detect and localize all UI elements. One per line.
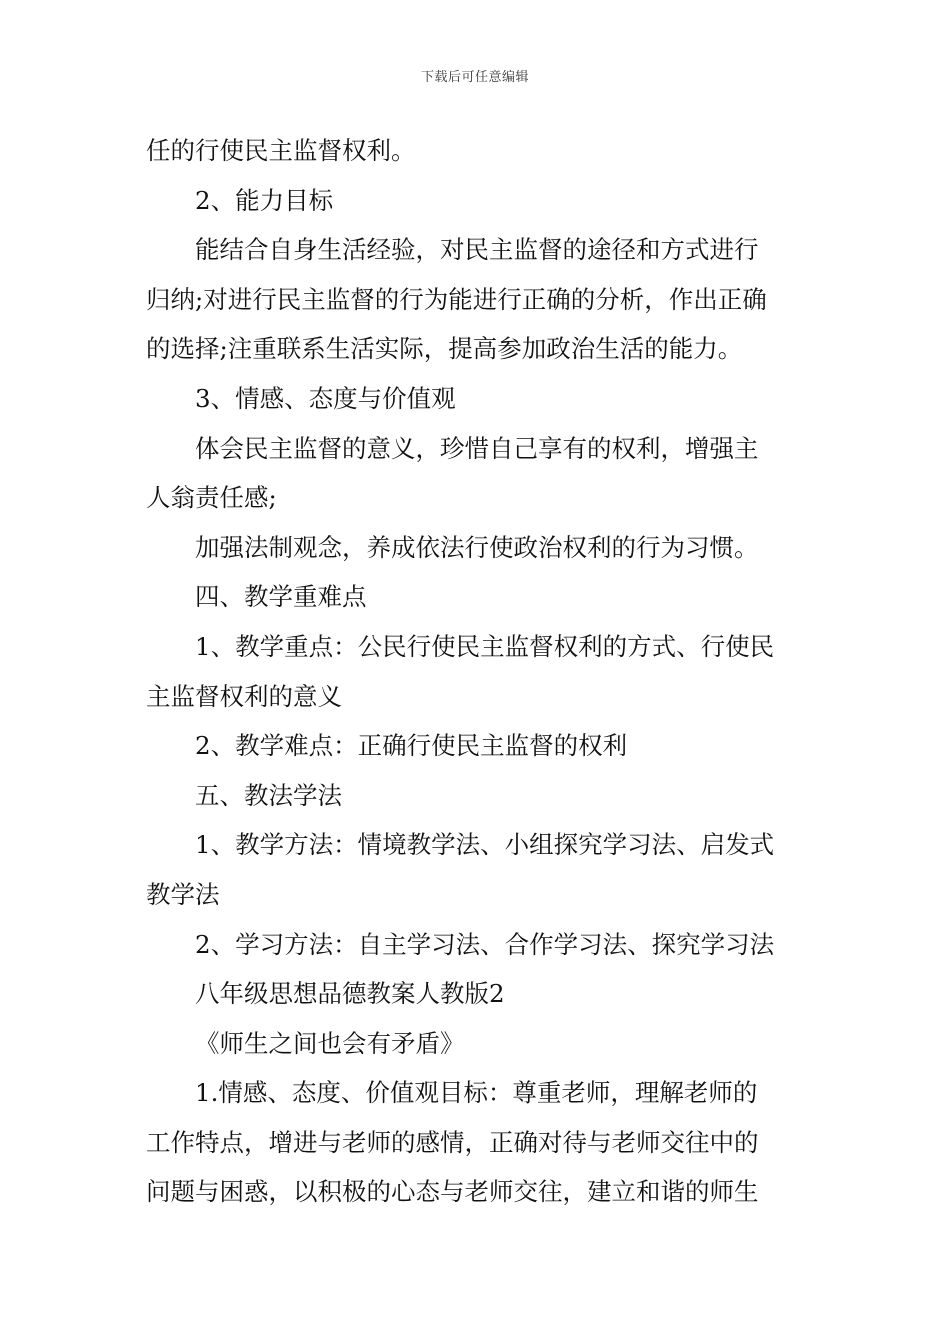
text-line: 人翁责任感; <box>146 483 277 513</box>
text-line: 五、教法学法 <box>195 780 342 810</box>
text-line: 2、学习方法：自主学习法、合作学习法、探究学习法 <box>195 929 775 959</box>
text-line: 主监督权利的意义 <box>146 681 342 711</box>
text-line: 3、情感、态度与价值观 <box>195 383 456 413</box>
document-body <box>146 126 811 1217</box>
text-line: 能结合自身生活经验，对民主监督的途径和方式进行 <box>195 235 759 265</box>
text-line: 2、能力目标 <box>195 185 334 215</box>
text-line: 的选择;注重联系生活实际，提高参加政治生活的能力。 <box>146 334 743 364</box>
text-line: 加强法制观念，养成依法行使政治权利的行为习惯。 <box>195 532 759 562</box>
text-line: 八年级思想品德教案人教版2 <box>195 979 505 1009</box>
text-line: 教学法 <box>146 879 220 909</box>
text-line: 归纳;对进行民主监督的行为能进行正确的分析，作出正确 <box>146 284 767 314</box>
text-line: 体会民主监督的意义，珍惜自己享有的权利，增强主 <box>195 433 759 463</box>
text-line: 1、教学重点：公民行使民主监督权利的方式、行使民 <box>195 631 775 661</box>
text-line: 2、教学难点：正确行使民主监督的权利 <box>195 731 628 761</box>
text-line: 《师生之间也会有矛盾》 <box>195 1028 465 1058</box>
text-line: 问题与困惑，以积极的心态与老师交往，建立和谐的师生 <box>146 1177 759 1207</box>
text-line: 1、教学方法：情境教学法、小组探究学习法、启发式 <box>195 830 775 860</box>
text-line: 四、教学重难点 <box>195 582 367 612</box>
text-line: 1.情感、态度、价值观目标：尊重老师，理解老师的 <box>195 1078 758 1108</box>
text-line: 工作特点，增进与老师的感情，正确对待与老师交往中的 <box>146 1127 759 1157</box>
page-header-note: 下载后可任意编辑 <box>420 70 529 85</box>
text-line: 任的行使民主监督权利。 <box>146 136 416 165</box>
